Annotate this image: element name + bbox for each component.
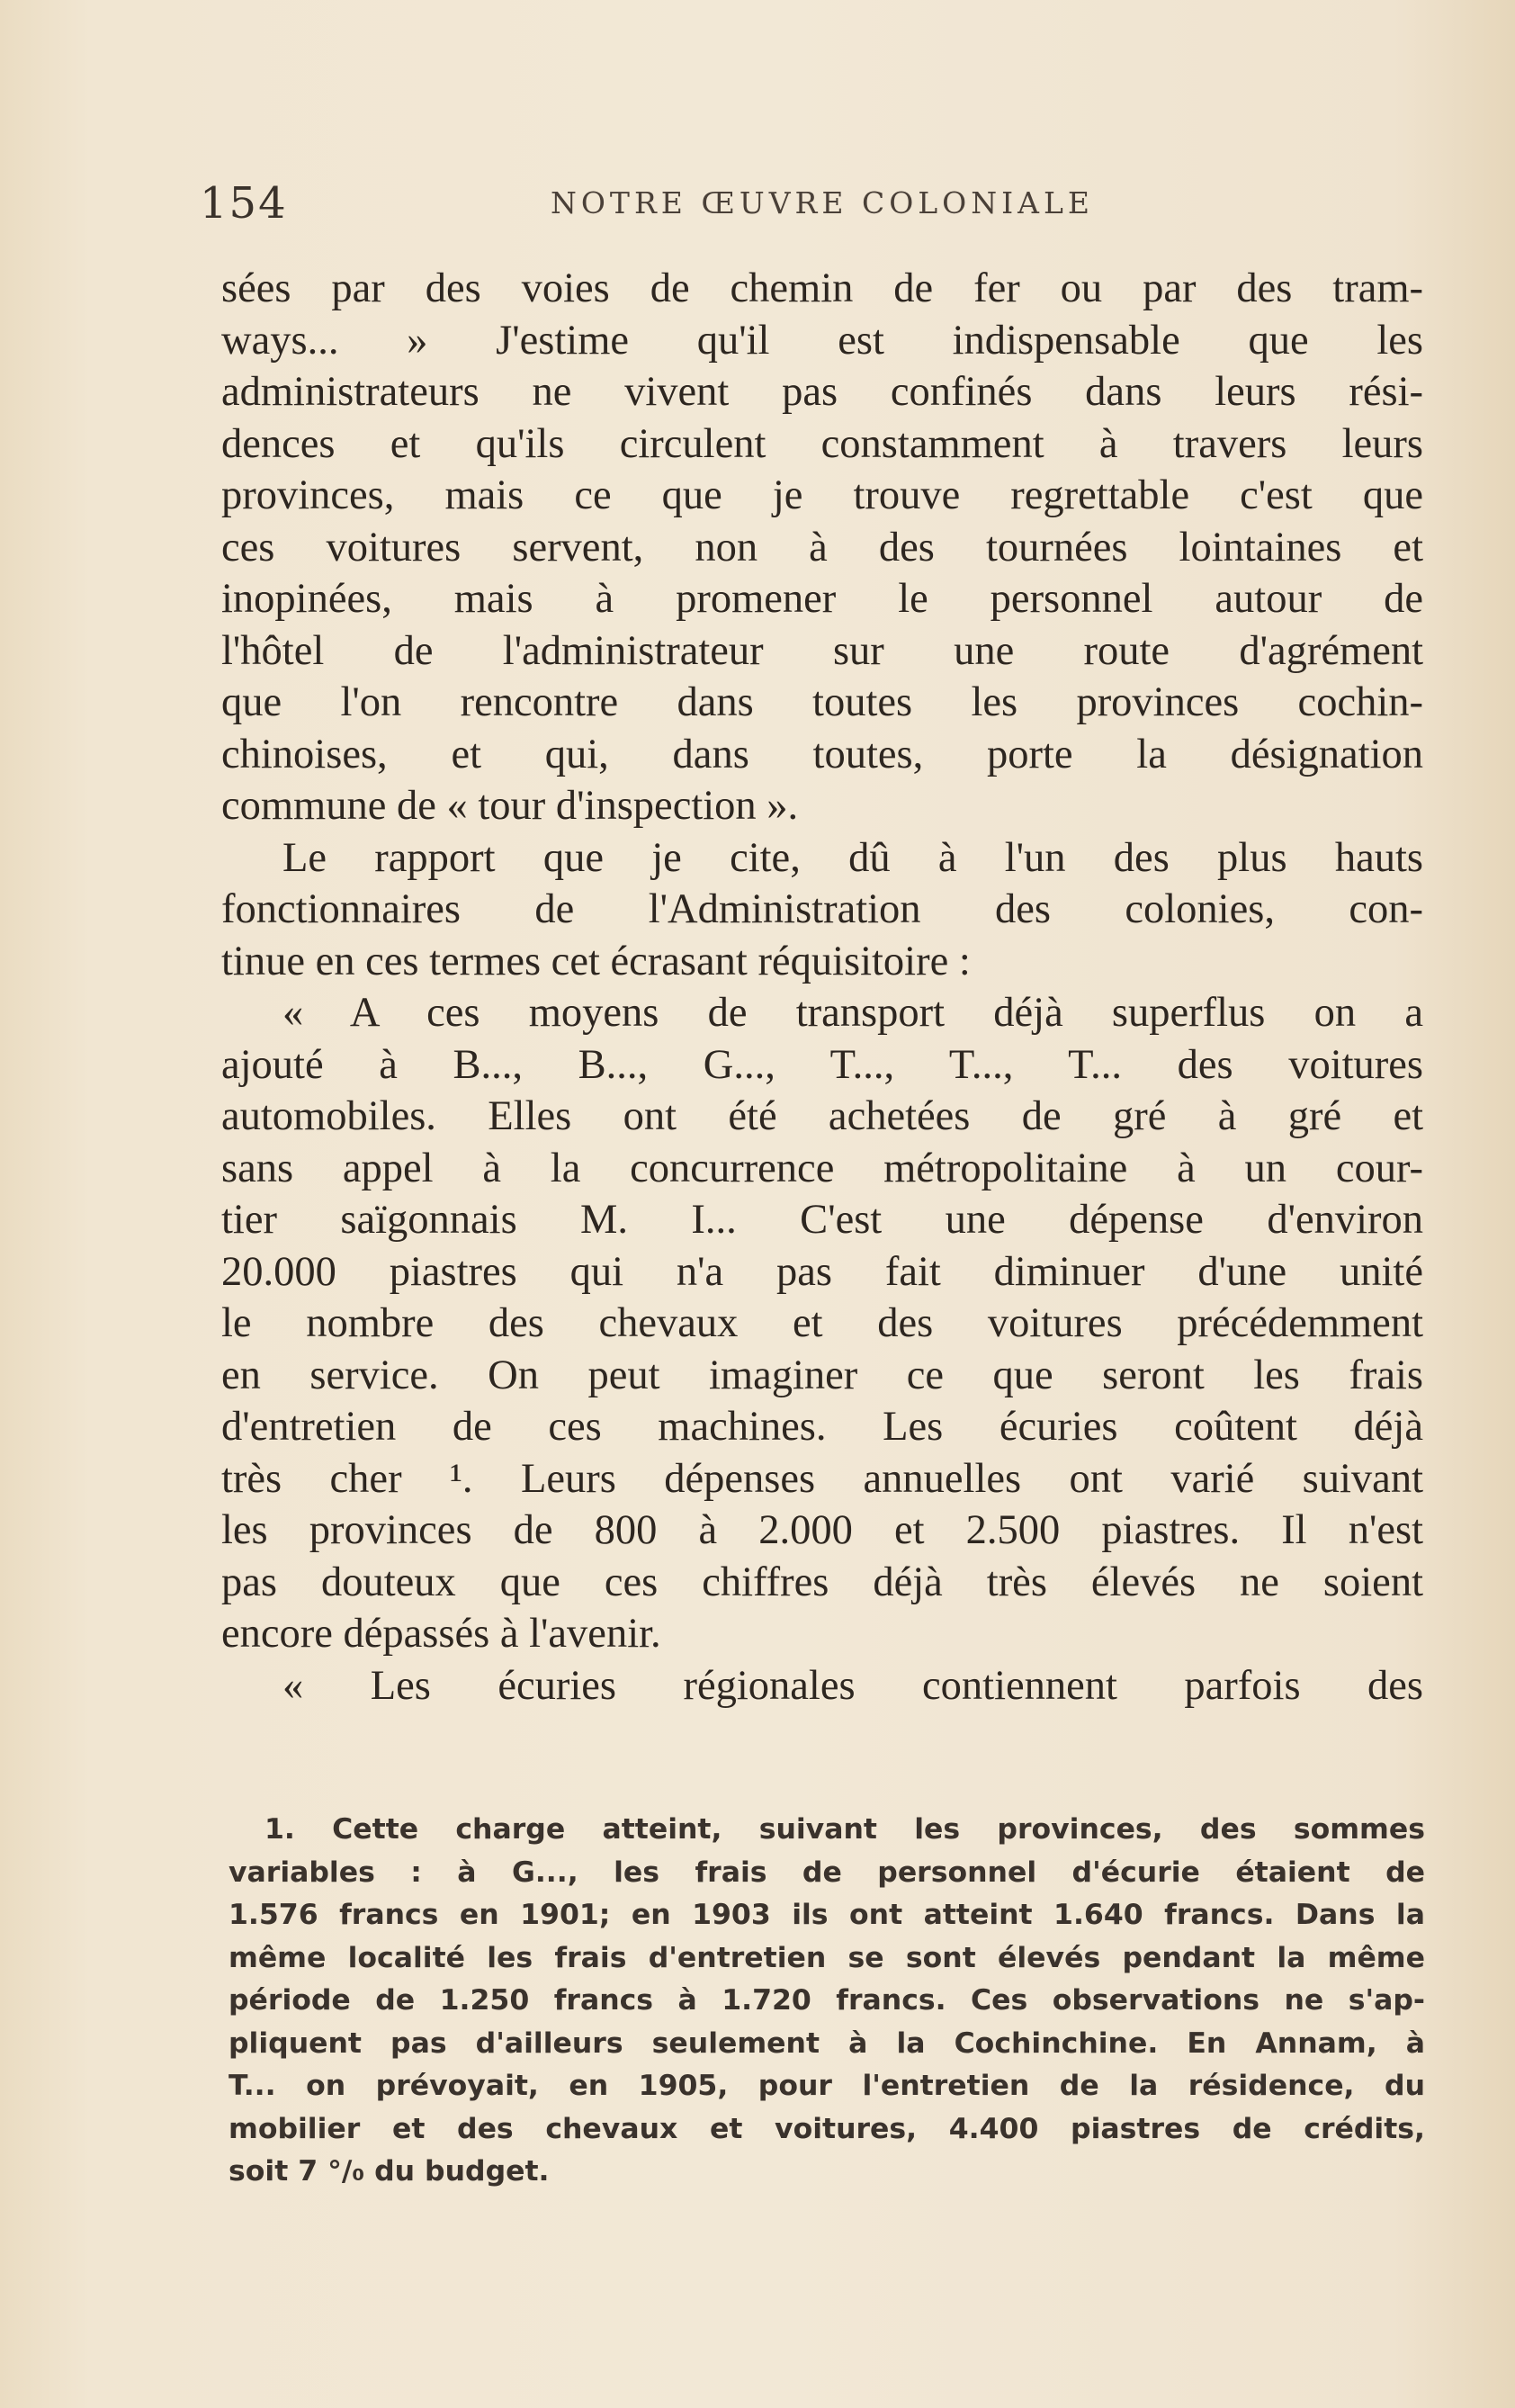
text-line: ways... » J'estime qu'il est indispensable que les	[221, 317, 1423, 364]
text-line: automobiles. Elles ont été achetées de gré à gré et	[221, 1093, 1423, 1139]
text-line: dences et qu'ils circulent constamment à travers leurs	[221, 420, 1423, 467]
text-line: sans appel à la concurrence métropolitaine à un cour-	[221, 1145, 1423, 1191]
text-line: en service. On peut imaginer ce que seront les frais	[221, 1352, 1423, 1398]
footnote-line: 1. Cette charge atteint, suivant les provinces, des sommes	[264, 1813, 1425, 1846]
text-line: pas douteux que ces chiffres déjà très élevés ne soient	[221, 1559, 1423, 1605]
text-line: Le rapport que je cite, dû à l'un des plus hauts	[282, 834, 1423, 881]
footnotes	[229, 1809, 1425, 2194]
text-line: « A ces moyens de transport déjà superflus on a	[282, 990, 1423, 1036]
text-line: chinoises, et qui, dans toutes, porte la désignation	[221, 731, 1423, 777]
footnote-line: pliquent pas d'ailleurs seulement à la Cochinchine. En Annam, à	[229, 2026, 1425, 2060]
footnote-line: soit 7 °/₀ du budget.	[229, 2155, 550, 2188]
main-text	[221, 263, 1423, 1712]
text-line: le nombre des chevaux et des voitures précédemment	[221, 1300, 1423, 1346]
text-line: très cher ¹. Leurs dépenses annuelles ont varié suivant	[221, 1455, 1423, 1502]
text-line: tinue en ces termes cet écrasant réquisitoire :	[221, 938, 971, 984]
text-line: d'entretien de ces machines. Les écuries coûtent déjà	[221, 1404, 1423, 1450]
text-line: ajouté à B..., B..., G..., T..., T..., T... des voitures	[221, 1041, 1423, 1088]
text-line: provinces, mais ce que je trouve regrettable c'est que	[221, 472, 1423, 518]
footnote-line: mobilier et des chevaux et voitures, 4.400 piastres de crédits,	[229, 2112, 1425, 2145]
page-header	[200, 178, 1423, 232]
text-line: fonctionnaires de l'Administration des colonies, con-	[221, 886, 1423, 932]
page-number: 154	[200, 178, 288, 229]
text-line: tier saïgonnais M. I... C'est une dépense d'environ	[221, 1197, 1423, 1243]
text-line: « Les écuries régionales contiennent parfois des	[282, 1662, 1423, 1709]
text-line: sées par des voies de chemin de fer ou par des tram-	[221, 265, 1423, 311]
text-line: l'hôtel de l'administrateur sur une route d'agrément	[221, 627, 1423, 674]
text-line: encore dépassés à l'avenir.	[221, 1611, 661, 1657]
text-line: commune de « tour d'inspection ».	[221, 783, 799, 829]
text-line: ces voitures servent, non à des tournées lointaines et	[221, 524, 1423, 571]
text-line: que l'on rencontre dans toutes les provinces cochin-	[221, 679, 1423, 725]
footnote-line: variables : à G..., les frais de personnel d'écurie étaient de	[229, 1855, 1425, 1889]
text-line: inopinées, mais à promener le personnel autour de	[221, 576, 1423, 622]
running-title: NOTRE ŒUVRE COLONIALE	[551, 185, 1094, 220]
footnote-line: même localité les frais d'entretien se sont élevés pendant la même	[229, 1941, 1425, 1974]
text-line: 20.000 piastres qui n'a pas fait diminuer d'une unité	[221, 1248, 1423, 1295]
text-line: les provinces de 800 à 2.000 et 2.500 piastres. Il n'est	[221, 1507, 1423, 1553]
footnote-line: 1.576 francs en 1901; en 1903 ils ont atteint 1.640 francs. Dans la	[229, 1899, 1425, 1931]
footnote-line: période de 1.250 francs à 1.720 francs. Ces observations ne s'ap-	[229, 1984, 1425, 2017]
text-line: administrateurs ne vivent pas confinés dans leurs rési-	[221, 369, 1423, 415]
footnote-line: T... on prévoyait, en 1905, pour l'entretien de la résidence, du	[229, 2070, 1425, 2102]
